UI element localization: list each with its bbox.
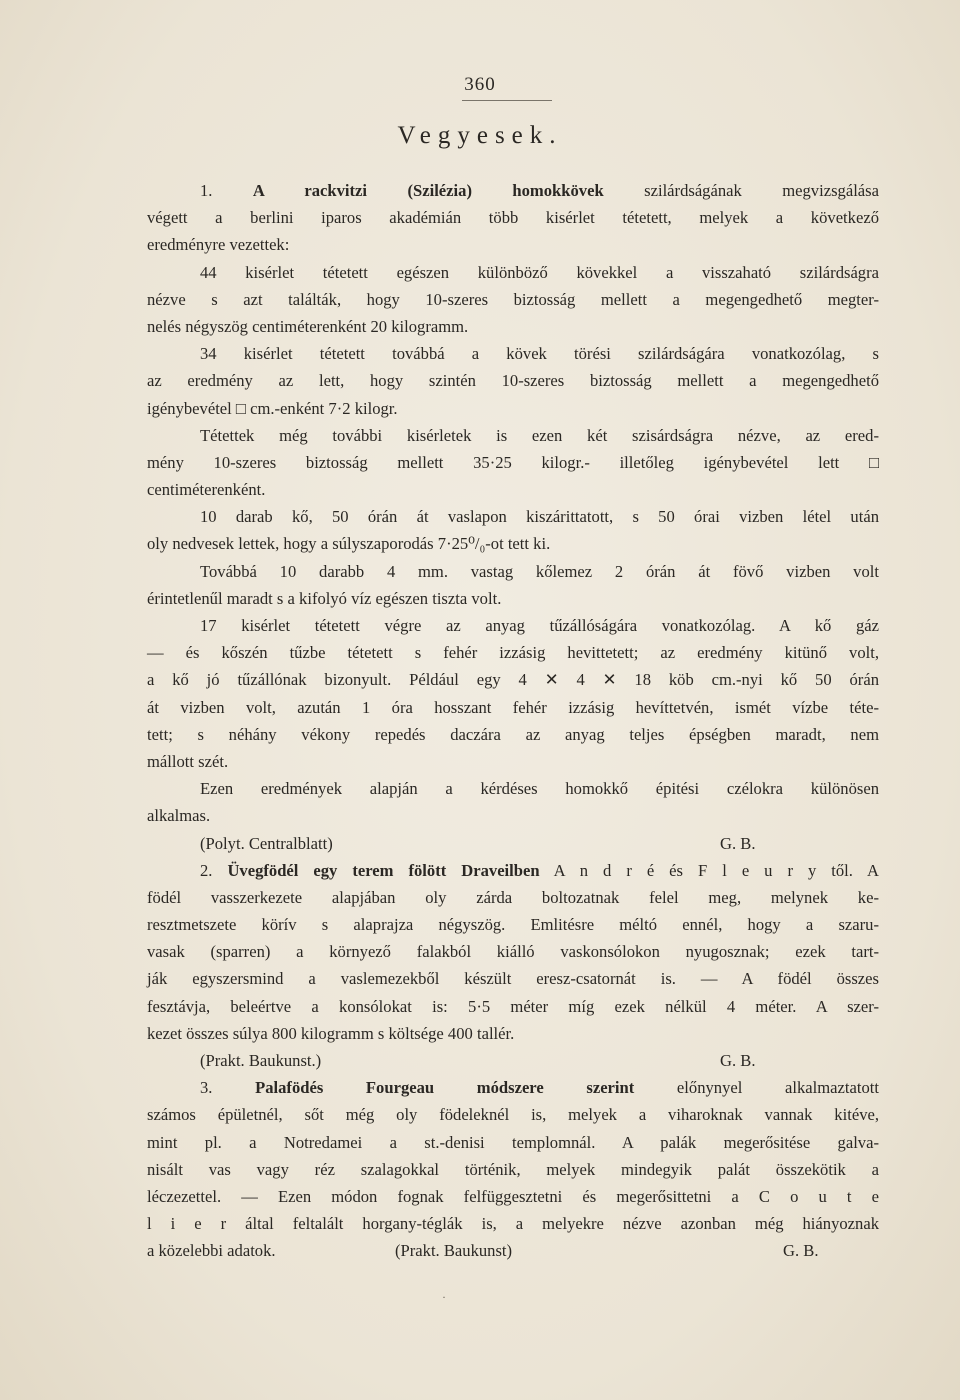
author-initials: G. B.	[783, 1241, 819, 1261]
text-line	[147, 748, 879, 775]
text-fragment: előnynyel alkalmaztatott	[634, 1078, 879, 1098]
text-line	[147, 395, 879, 422]
text-fragment: érintetlenűl maradt s a kifolyó víz egészen tiszta volt.	[147, 588, 502, 608]
text-line	[147, 1047, 879, 1074]
text-fragment: oly nedvesek lettek, hogy a súlyszaporodás 7·25⁰/₀-ot tett ki.	[147, 534, 551, 554]
text-fragment: a közelebbi adatok.	[147, 1241, 276, 1261]
text-fragment: vasak (sparren) a környező falakból kiálló vaskonsólokon nyugosznak; ezek tart-	[147, 942, 879, 962]
source-citation: (Prakt. Baukunst.)	[200, 1051, 322, 1070]
text-line	[147, 830, 879, 857]
author-initials: G. B.	[720, 1051, 756, 1070]
text-line	[147, 721, 879, 748]
text-line	[147, 612, 879, 639]
text-line	[147, 449, 879, 476]
text-fragment: mállott szét.	[147, 751, 229, 771]
text-fragment: l i e r által feltalált horgany-téglák is, a melyekre nézve azonban még hiányoznak	[147, 1214, 879, 1234]
text-line	[147, 694, 879, 721]
text-line	[147, 775, 879, 802]
text-fragment: Ezen eredmények alapján a kérdéses homokkő épitési czélokra különösen	[200, 779, 879, 799]
text-line	[147, 857, 879, 884]
text-line	[147, 231, 879, 258]
text-fragment: az eredmény az lett, hogy szintén 10-szeres biztosság mellett a megengedhető	[147, 371, 879, 391]
text-fragment: 17 kisérlet tétetett végre az anyag tűzállóságára vonatkozólag. A kő gáz	[200, 616, 879, 635]
text-fragment: nézve s azt találták, hogy 10-szeres biztosság mellett a megengedhető megter-	[147, 289, 879, 309]
text-line	[147, 1237, 879, 1264]
text-line	[147, 1101, 879, 1128]
text-line	[147, 911, 879, 938]
text-line	[147, 585, 879, 612]
text-line	[147, 1210, 879, 1237]
article-heading: Üvegfödél egy terem fölött Draveilben	[227, 860, 540, 880]
text-line	[147, 802, 879, 829]
text-fragment: centiméterenként.	[147, 480, 266, 500]
text-line	[147, 1129, 879, 1156]
text-fragment: tett; s néhány vékony repedés daczára az anyag teljes épségben maradt, nem	[147, 724, 879, 744]
article-heading: Palafödés Fourgeau módszere szerint	[255, 1078, 635, 1098]
text-line	[147, 938, 879, 965]
text-line	[147, 1074, 879, 1101]
text-fragment: ják egyszersmind a vaslemezekből készült eresz-csatornát is. — A födél összes	[147, 969, 879, 989]
text-line	[147, 313, 879, 340]
text-line	[147, 1156, 879, 1183]
text-fragment: igénybevétel □ cm.-enként 7·2 kilogr.	[147, 398, 398, 418]
text-fragment: A n d r é és F l e u r y től. A	[539, 860, 879, 880]
text-line	[147, 884, 879, 911]
text-fragment: alkalmas.	[147, 806, 211, 826]
text-fragment: — és kőszén tűzbe tétetett s fehér izzásig hevittetett; az eredmény kitünő volt,	[147, 643, 879, 663]
ink-speck: ·	[442, 1290, 446, 1304]
text-line	[147, 476, 879, 503]
text-line	[147, 1183, 879, 1210]
author-initials: G. B.	[720, 833, 756, 853]
text-fragment: födél vasszerkezete alapjában oly zárda boltozatnak felel meg, melynek ke-	[147, 887, 879, 907]
page-number: 360	[464, 74, 496, 95]
text-fragment: resztmetszete körív s alaprajza négyszög. Emlitésre méltó ennél, hogy a szaru-	[147, 915, 879, 935]
source-citation: (Prakt. Baukunst)	[395, 1241, 513, 1261]
text-fragment: 34 kisérlet tétetett továbbá a kövek törési szilárdságára vonatkozólag, s	[200, 344, 879, 364]
text-fragment: 1.	[200, 181, 253, 200]
text-line	[147, 558, 879, 585]
text-fragment: 3.	[200, 1078, 256, 1098]
text-fragment: Továbbá 10 darabb 4 mm. vastag kőlemez 2 órán át fövő vizben volt	[200, 561, 879, 581]
text-fragment: mény 10-szeres biztosság mellett 35·25 kilogr.- illetőleg igénybevétel lett □	[147, 452, 879, 472]
text-fragment: 10 darab kő, 50 órán át vaslapon kiszárittatott, s 50 órai vizben létel után	[200, 507, 879, 527]
text-fragment: mint pl. a Notredamei a st.-denisi templomnál. A palák megerősitése galva-	[147, 1132, 879, 1152]
text-line	[147, 177, 879, 204]
text-fragment: kezet összes súlya 800 kilogramm s költsége 400 tallér.	[147, 1023, 515, 1043]
source-citation: (Polyt. Centralblatt)	[200, 833, 333, 853]
text-fragment: át vizben volt, azután 1 óra hosszant fehér izzásig hevíttetvén, ismét vízbe téte-	[147, 697, 879, 717]
text-line	[147, 965, 879, 992]
text-fragment: léczezettel. — Ezen módon fognak felfüggesztetni és megerősittetni a C o u t e	[147, 1186, 879, 1206]
text-fragment: 44 kisérlet tétetett egészen különböző kövekkel a visszaható szilárdságra	[200, 262, 879, 282]
text-fragment: 2.	[200, 860, 228, 880]
text-fragment: Tétettek még további kisérletek is ezen két szisárdságra nézve, az ered-	[200, 425, 879, 445]
text-fragment: nelés négyszög centiméterenként 20 kilogramm.	[147, 316, 469, 336]
text-line	[147, 422, 879, 449]
text-line	[147, 1020, 879, 1047]
article-body	[147, 177, 879, 1265]
article-heading: A rackvitzi (Szilézia) homokkövek	[252, 181, 604, 200]
text-line	[147, 993, 879, 1020]
text-fragment: szilárdságának megvizsgálása	[603, 181, 879, 200]
text-fragment: a kő jó tűzállónak bizonyult. Például egy 4 ✕ 4 ✕ 18 köb cm.-nyi kő 50 órán	[147, 670, 879, 690]
text-line	[147, 503, 879, 530]
text-line	[147, 286, 879, 313]
text-line	[147, 259, 879, 286]
text-line	[147, 367, 879, 394]
text-line	[147, 530, 879, 557]
text-fragment: nisált vas vagy réz szalagokkal történik, melyek mindegyik palát összekötik a	[147, 1159, 879, 1179]
text-fragment: fesztávja, beleértve a konsólokat is: 5·5 méter míg ezek nélkül 4 méter. A szer-	[147, 996, 879, 1016]
section-title: Vegyesek.	[397, 122, 563, 149]
text-line	[147, 666, 879, 693]
text-fragment: eredményre vezettek:	[147, 235, 290, 255]
text-fragment: számos épületnél, sőt még oly födeleknél is, melyek a viharoknak vannak kitéve,	[147, 1105, 879, 1125]
page-number-rule	[462, 100, 552, 101]
text-line	[147, 639, 879, 666]
text-line	[147, 340, 879, 367]
text-fragment: végett a berlini iparos akadémián több kisérlet tétetett, melyek a következő	[147, 208, 879, 228]
text-line	[147, 204, 879, 231]
